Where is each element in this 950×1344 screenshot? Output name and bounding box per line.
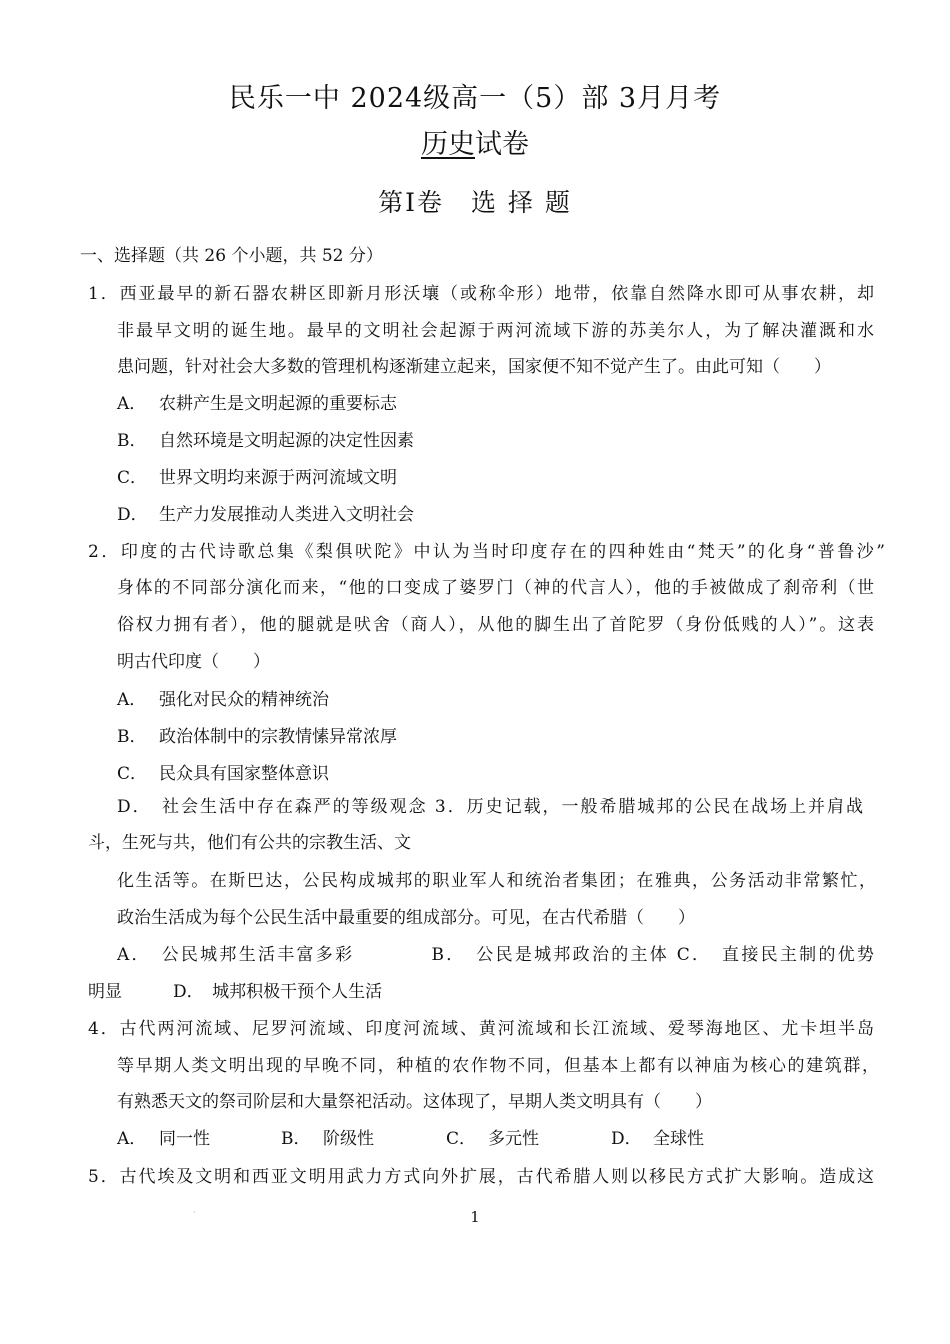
q1-option-c: C． 世界文明均来源于两河流域文明 xyxy=(117,468,397,488)
q3-line-2: 政治生活成为每个公民生活中最重要的组成部分。可见，在古代希腊（ ） xyxy=(117,908,695,928)
subject-underlined: 历史 xyxy=(421,129,475,160)
exam-title: 民乐一中 2024级高一（5）部 3月月考 xyxy=(228,83,722,114)
q4-option-d: D． 全球性 xyxy=(611,1129,704,1149)
q1-option-d: D． 生产力发展推动人类进入文明社会 xyxy=(117,505,414,525)
q4-option-a: A． 同一性 xyxy=(117,1129,210,1149)
q4-option-c: C． 多元性 xyxy=(446,1129,539,1149)
q3-options-line-1: A． 公民城邦生活丰富多彩 B． 公民是城邦政治的主体 C． 直接民主制的优势 xyxy=(117,945,874,965)
subject-rest: 试卷 xyxy=(475,129,529,160)
q5-line-1: 5．古代埃及文明和西亚文明用武力方式向外扩展，古代希腊人则以移民方式扩大影响。造成这 xyxy=(88,1167,874,1187)
q3-wrap-line: 斗，生死与共，他们有公共的宗教生活、文 xyxy=(88,833,411,853)
q3-line-1: 化生活等。在斯巴达，公民构成城邦的职业军人和统治者集团；在雅典，公务活动非常繁忙， xyxy=(117,871,876,891)
q2-option-b: B． 政治体制中的宗教情愫异常浓厚 xyxy=(117,727,397,747)
q2-line-1: 2．印度的古代诗歌总集《梨俱吠陀》中认为当时印度存在的四种姓由“梵天”的化身“普鲁沙” xyxy=(88,542,885,562)
q4-line-1: 4．古代两河流域、尼罗河流域、印度河流域、黄河流域和长江流域、爱琴海地区、尤卡坦半岛 xyxy=(88,1019,874,1039)
q1-line-3: 患问题，针对社会大多数的管理机构逐渐建立起来，国家便不知不觉产生了。由此可知（ ） xyxy=(117,357,831,377)
q2-option-a: A． 强化对民众的精神统治 xyxy=(117,690,329,710)
volume-title: 第Ⅰ卷 选 择 题 xyxy=(378,188,572,217)
q2-line-3: 俗权力拥有者），他的腿就是吠舍（商人），从他的脚生出了首陀罗（身份低贱的人）”。这表 xyxy=(117,615,874,635)
q1-line-2: 非最早文明的诞生地。最早的文明社会起源于两河流域下游的苏美尔人，为了解决灌溉和水 xyxy=(117,321,874,341)
q1-line-1: 1．西亚最早的新石器农耕区即新月形沃壤（或称伞形）地带，依靠自然降水即可从事农耕，却 xyxy=(88,284,874,304)
q1-option-b: B． 自然环境是文明起源的决定性因素 xyxy=(117,431,414,451)
q4-line-2: 等早期人类文明出现的早晚不同，种植的农作物不同，但基本上都有以神庙为核心的建筑群， xyxy=(117,1056,879,1076)
q2-option-c: C． 民众具有国家整体意识 xyxy=(117,764,329,784)
q4-option-b: B． 阶级性 xyxy=(281,1129,374,1149)
section-heading: 一、选择题（共 26 个小题，共 52 分） xyxy=(80,246,383,266)
q2-option-d-line: D． 社会生活中存在森严的等级观念 3．历史记载，一般希腊城邦的公民在战场上并肩战 xyxy=(117,797,863,817)
q1-option-a: A． 农耕产生是文明起源的重要标志 xyxy=(117,394,397,414)
q2-line-2: 身体的不同部分演化而来，“他的口变成了婆罗门（神的代言人），他的手被做成了刹帝利（世 xyxy=(117,578,874,598)
footer-mark: · xyxy=(193,1208,196,1217)
q4-line-3: 有熟悉天文的祭司阶层和大量祭祀活动。这体现了，早期人类文明具有（ ） xyxy=(117,1092,712,1112)
q3-options-line-2: 明显 D． 城邦积极干预个人生活 xyxy=(88,982,383,1002)
subject-title xyxy=(0,122,950,161)
q2-line-4: 明古代印度（ ） xyxy=(117,652,270,672)
page-number: 1 xyxy=(470,1208,480,1226)
